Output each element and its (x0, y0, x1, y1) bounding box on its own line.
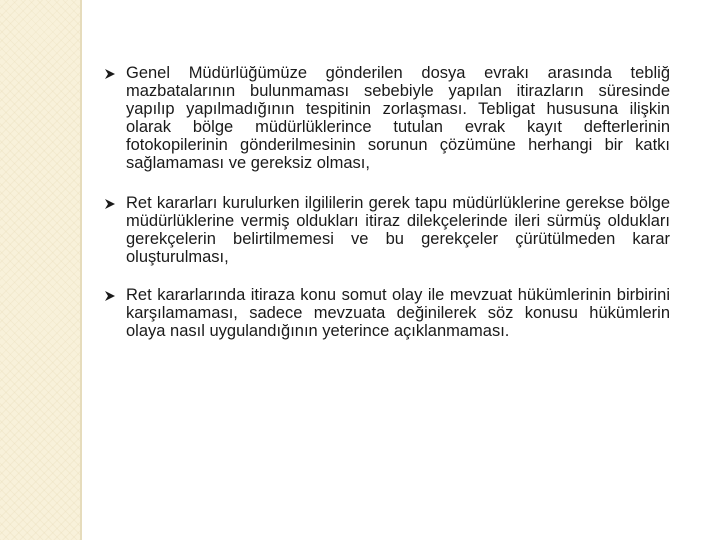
side-divider (80, 0, 82, 540)
list-item (104, 286, 670, 340)
arrowhead-bullet-icon (104, 290, 126, 302)
list-item (104, 64, 670, 172)
decorative-side-band (0, 0, 80, 540)
bullet-text: Ret kararları kurulurken ilgililerin gerek tapu müdürlüklerine gerekse bölge müdürlüklerine vermiş oldukları itiraz dilekçelerinde ileri sürmüş oldukları gerekçelerin belirtilmemesi ve bu gerekçeler çürütülmeden karar oluşturulması, (126, 194, 670, 266)
bullet-text: Genel Müdürlüğümüze gönderilen dosya evrakı arasında tebliğ mazbatalarının bulunmaması sebebiyle yapılan itirazların süresinde yapılıp yapılmadığının tespitinin zorlaşması. Tebligat hususuna ilişkin olarak bölge müdürlüklerince tutulan evrak kayıt defterlerinin fotokopilerinin gönderilmesinin sorunun çözümüne herhangi bir katkı sağlamaması ve gereksiz olması, (126, 64, 670, 172)
bullet-list (104, 64, 670, 362)
bullet-text: Ret kararlarında itiraza konu somut olay ile mevzuat hükümlerinin birbirini karşılamaması, sadece mevzuata değinilerek söz konusu hükümlerin olaya nasıl uygulandığının yeterince açıklanmaması. (126, 286, 670, 340)
arrowhead-bullet-icon (104, 68, 126, 80)
list-item (104, 194, 670, 266)
arrowhead-bullet-icon (104, 198, 126, 210)
